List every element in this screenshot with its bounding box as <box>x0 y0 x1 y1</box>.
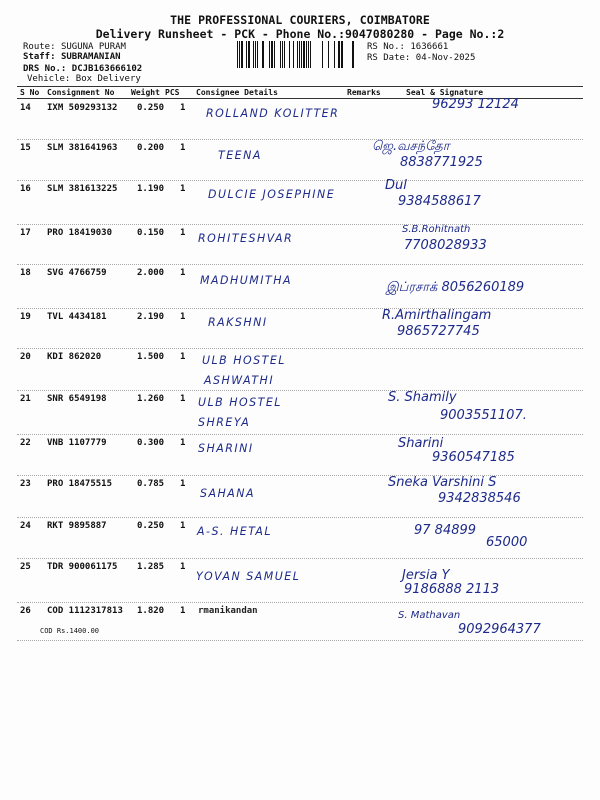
barcode <box>237 41 363 68</box>
barcode-bar <box>303 41 305 68</box>
staff-label: Staff: <box>23 52 56 62</box>
row-weight: 1.260 <box>137 394 165 404</box>
row-consignee: ROLLAND KOLITTER <box>206 106 340 121</box>
row-pcs: 1 <box>180 562 186 572</box>
barcode-bar <box>262 41 264 68</box>
row-sno: 26 <box>20 606 31 616</box>
drs-value: DCJB163666102 <box>71 64 143 74</box>
row-consignee: RAKSHNI <box>208 315 268 330</box>
row-weight: 2.190 <box>137 312 165 322</box>
barcode-bar <box>241 41 243 68</box>
row-consignee-extra: SHREYA <box>198 415 251 430</box>
route-label: Route: <box>23 42 56 52</box>
barcode-bar <box>248 41 250 68</box>
row-phone: 9003551107. <box>440 408 527 423</box>
row-weight: 0.250 <box>137 103 165 113</box>
col-weight: Weight <box>131 88 160 97</box>
row-signature: 97 84899 <box>414 523 477 538</box>
row-consignee: rmanikandan <box>198 606 258 616</box>
row-signature: Sneka Varshini S <box>388 475 497 490</box>
row-weight: 1.820 <box>137 606 165 616</box>
row-phone: 65000 <box>486 535 528 550</box>
table-top-rule <box>17 86 583 87</box>
barcode-bar <box>301 41 302 68</box>
row-pcs: 1 <box>180 438 186 448</box>
row-sno: 14 <box>20 103 31 113</box>
row-consignee: SHARINI <box>198 441 254 456</box>
barcode-bar <box>328 41 329 68</box>
row-sno: 21 <box>20 394 31 404</box>
row-consignee-extra: ASHWATHI <box>204 373 275 388</box>
barcode-bar <box>308 41 309 68</box>
row-consignee: DULCIE JOSEPHINE <box>208 187 336 202</box>
table-row <box>0 560 600 600</box>
barcode-bar <box>341 41 343 68</box>
row-phone: 7708028933 <box>404 238 487 253</box>
row-pcs: 1 <box>180 479 186 489</box>
row-pcs: 1 <box>180 103 186 113</box>
row-pcs: 1 <box>180 312 186 322</box>
vehicle-value: Box Delivery <box>75 74 141 84</box>
row-consignment: PRO 18419030 <box>47 228 113 238</box>
table-row <box>0 350 600 390</box>
table-row <box>0 141 600 181</box>
row-consignment: SLM 381613225 <box>47 184 118 194</box>
row-pcs: 1 <box>180 228 186 238</box>
row-consignment: VNB 1107779 <box>47 438 107 448</box>
barcode-bar <box>289 41 290 68</box>
row-signature: Jersia Y <box>402 568 450 583</box>
row-sno: 23 <box>20 479 31 489</box>
barcode-bar <box>282 41 283 68</box>
row-signature: R.Amirthalingam <box>382 308 492 323</box>
barcode-bar <box>297 41 298 68</box>
row-pcs: 1 <box>180 606 186 616</box>
row-signature: 96293 12124 <box>432 97 519 112</box>
col-consignment: Consignment No <box>47 88 115 97</box>
row-sno: 17 <box>20 228 31 238</box>
route-value: SUGUNA PURAM <box>60 42 126 52</box>
row-signature: S.B.Rohitnath <box>402 224 471 235</box>
row-separator <box>17 602 583 603</box>
row-signature: S. Shamily <box>388 390 457 405</box>
barcode-bar <box>338 41 340 68</box>
row-phone: 9342838546 <box>438 491 521 506</box>
row-sno: 19 <box>20 312 31 322</box>
row-separator <box>17 348 583 349</box>
row-consignment: COD 1112317813 <box>47 606 123 616</box>
rs-date-value: 04-Nov-2025 <box>415 53 476 63</box>
row-separator <box>17 224 583 225</box>
row-consignment: TVL 4434181 <box>47 312 107 322</box>
row-separator <box>17 640 583 641</box>
barcode-bar <box>255 41 256 68</box>
row-separator <box>17 264 583 265</box>
row-signature: ஜெ.வசந்தோ <box>372 139 450 154</box>
row-pcs: 1 <box>180 521 186 531</box>
barcode-bar <box>271 41 273 68</box>
row-phone: 8838771925 <box>400 155 483 170</box>
table-row <box>0 266 600 306</box>
col-sno: S No <box>20 88 40 97</box>
barcode-bar <box>284 41 285 68</box>
row-consignment: IXM 509293132 <box>47 103 118 113</box>
row-sno: 18 <box>20 268 31 278</box>
row-weight: 0.150 <box>137 228 165 238</box>
vehicle-line <box>27 74 141 85</box>
row-consignment: SVG 4766759 <box>47 268 107 278</box>
row-separator <box>17 390 583 391</box>
barcode-bar <box>334 41 335 68</box>
table-row <box>0 604 600 644</box>
row-pcs: 1 <box>180 143 186 153</box>
row-separator <box>17 139 583 140</box>
row-separator <box>17 475 583 476</box>
row-sno: 25 <box>20 562 31 572</box>
row-weight: 0.785 <box>137 479 165 489</box>
row-sno: 16 <box>20 184 31 194</box>
row-consignment: SLM 381641963 <box>47 143 118 153</box>
table-row <box>0 310 600 350</box>
row-weight: 1.500 <box>137 352 165 362</box>
table-row <box>0 178 600 222</box>
vehicle-label: Vehicle: <box>27 74 71 84</box>
table-row <box>0 392 600 432</box>
row-pcs: 1 <box>180 352 186 362</box>
row-sno: 22 <box>20 438 31 448</box>
row-consignment: SNR 6549198 <box>47 394 107 404</box>
row-consignment: KDI 862020 <box>47 352 102 362</box>
barcode-bar <box>274 41 275 68</box>
row-separator <box>17 434 583 435</box>
row-phone: 9360547185 <box>432 450 515 465</box>
row-sno: 20 <box>20 352 31 362</box>
rs-date-label: RS Date: <box>367 53 411 63</box>
barcode-bar <box>322 41 323 68</box>
row-sno: 15 <box>20 143 31 153</box>
row-consignee: YOVAN SAMUEL <box>196 569 301 584</box>
row-weight: 0.200 <box>137 143 165 153</box>
barcode-bar <box>293 41 294 68</box>
table-row <box>0 97 600 141</box>
row-consignment: PRO 18475515 <box>47 479 113 489</box>
row-consignee: ROHITESHVAR <box>198 231 294 246</box>
barcode-bar <box>257 41 258 68</box>
runsheet-subtitle: Delivery Runsheet - PCK - Phone No.:9047080280 - Page No.:2 <box>95 27 505 41</box>
row-phone: 9092964377 <box>458 622 541 637</box>
row-pcs: 1 <box>180 394 186 404</box>
col-pcs: PCS <box>165 88 180 97</box>
table-row <box>0 477 600 517</box>
barcode-bar <box>246 41 247 68</box>
barcode-bar <box>306 41 307 68</box>
row-consignee: ULB HOSTEL <box>202 353 286 368</box>
row-consignment: RKT 9895887 <box>47 521 107 531</box>
barcode-bar <box>299 41 300 68</box>
row-consignment: TDR 900061175 <box>47 562 118 572</box>
row-consignee: ULB HOSTEL <box>198 395 282 410</box>
row-consignee: SAHANA <box>200 486 256 501</box>
barcode-bar <box>239 41 240 68</box>
barcode-bar <box>352 41 354 68</box>
row-signature: Sharini <box>398 436 444 451</box>
row-weight: 0.250 <box>137 521 165 531</box>
row-phone: 9865727745 <box>397 324 480 339</box>
row-signature: Dul <box>385 178 407 193</box>
row-separator <box>17 517 583 518</box>
row-weight: 0.300 <box>137 438 165 448</box>
row-consignee: A-S. HETAL <box>197 524 273 539</box>
rs-no-label: RS No.: <box>367 42 405 52</box>
rs-date-line <box>367 53 475 63</box>
row-phone: 9384588617 <box>398 194 481 209</box>
row-separator <box>17 308 583 309</box>
barcode-bar <box>280 41 281 68</box>
row-pcs: 1 <box>180 268 186 278</box>
row-signature: S. Mathavan <box>398 610 461 621</box>
staff-value: SUBRAMANIAN <box>60 52 121 62</box>
rs-no-line <box>367 42 448 52</box>
table-row <box>0 436 600 476</box>
drs-line <box>23 64 142 75</box>
route-line <box>23 42 126 53</box>
row-separator <box>17 180 583 181</box>
barcode-bar <box>237 41 238 68</box>
company-title: THE PROFESSIONAL COURIERS, COIMBATORE <box>170 13 430 27</box>
barcode-bar <box>310 41 311 68</box>
row-weight: 1.285 <box>137 562 165 572</box>
table-row <box>0 226 600 266</box>
cod-note: COD Rs.1400.00 <box>40 627 100 635</box>
row-phone: 9186888 2113 <box>404 582 500 597</box>
row-consignee: TEENA <box>218 148 262 163</box>
row-consignee: MADHUMITHA <box>200 273 293 288</box>
row-sno: 24 <box>20 521 31 531</box>
row-phone: இப்ரசாக் 8056260189 <box>386 280 525 295</box>
row-pcs: 1 <box>180 184 186 194</box>
rs-no-value: 1636661 <box>410 42 449 52</box>
row-weight: 1.190 <box>137 184 165 194</box>
col-details: Consignee Details <box>196 88 278 97</box>
drs-label: DRS No.: <box>23 64 67 74</box>
barcode-bar <box>253 41 254 68</box>
row-separator <box>17 558 583 559</box>
staff-line <box>23 52 121 63</box>
col-seal: Seal & Signature <box>406 88 484 97</box>
barcode-bar <box>269 41 270 68</box>
col-remarks: Remarks <box>347 88 381 97</box>
row-weight: 2.000 <box>137 268 165 278</box>
table-row <box>0 519 600 559</box>
